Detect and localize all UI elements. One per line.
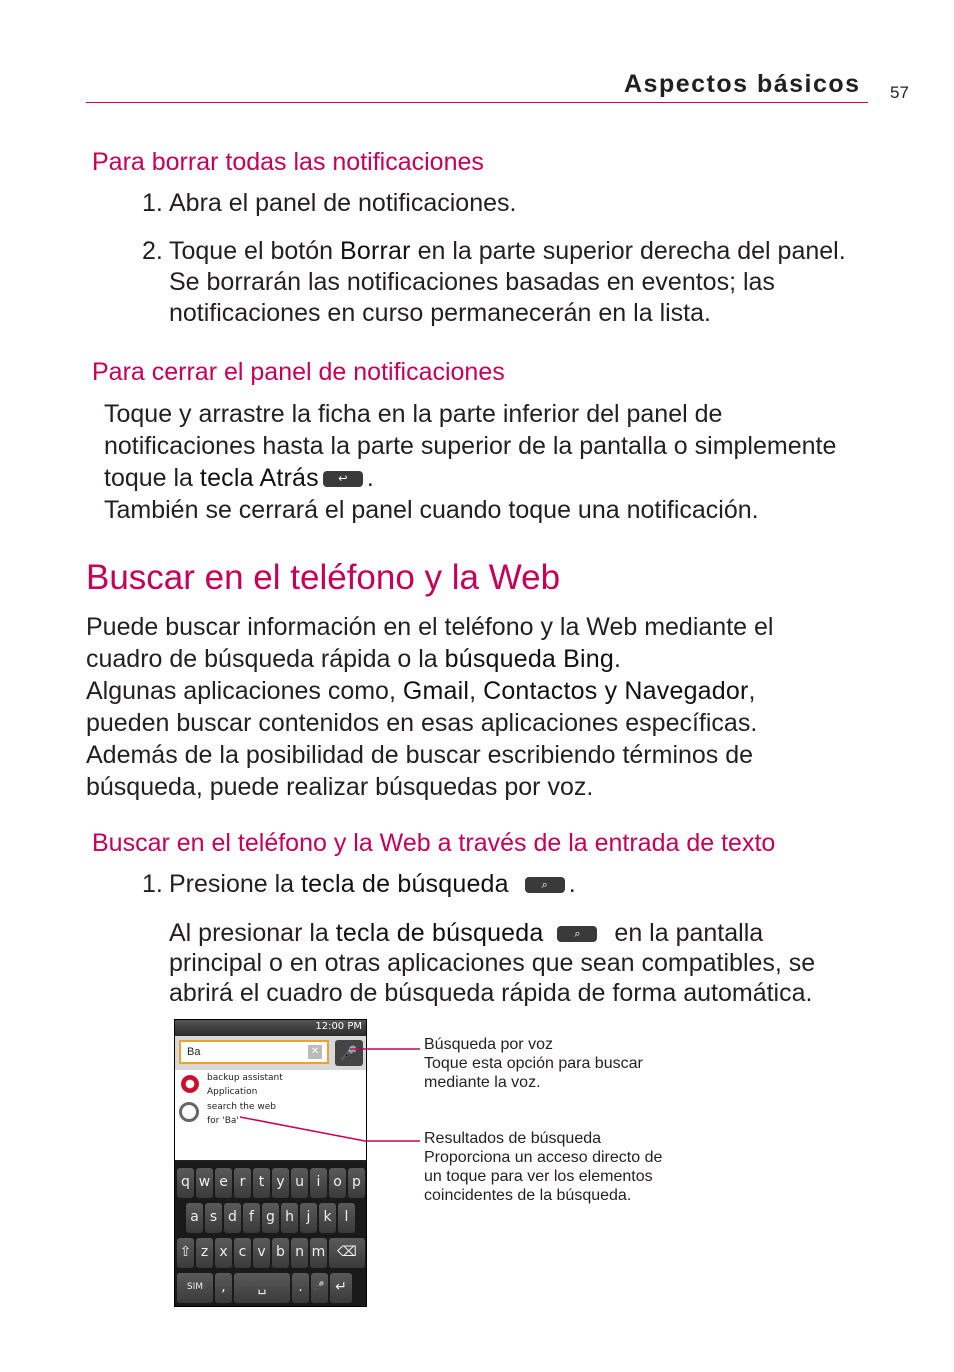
keyword-tecla-busqueda: tecla de búsqueda xyxy=(335,919,544,947)
key[interactable]: z xyxy=(196,1238,213,1268)
key[interactable]: l xyxy=(338,1203,355,1233)
key[interactable]: b xyxy=(272,1238,289,1268)
text-run: notificaciones en curso permanecerán en la lista. xyxy=(169,299,711,327)
result-title[interactable]: backup assistant xyxy=(207,1073,283,1083)
section-title-text-search: Buscar en el teléfono y la Web a través de la entrada de texto xyxy=(92,829,776,857)
callout-title: Resultados de búsqueda xyxy=(424,1130,602,1147)
page-number: 57 xyxy=(890,83,909,102)
text-run: Se borrarán las notificaciones basadas en eventos; las xyxy=(169,268,775,296)
text-run: Además de la posibilidad de buscar escribiendo términos de xyxy=(86,741,754,769)
callout-text: Proporciona un acceso directo de xyxy=(424,1149,663,1166)
key[interactable]: m xyxy=(310,1238,327,1268)
step-1-number: 1. xyxy=(142,870,163,898)
key[interactable]: e xyxy=(215,1168,232,1198)
microphone-icon[interactable]: 🎤 xyxy=(335,1040,363,1066)
period-key[interactable]: . xyxy=(292,1273,309,1303)
key[interactable]: c xyxy=(234,1238,251,1268)
callout-voice-search xyxy=(424,1036,643,1092)
text-run: , xyxy=(469,677,484,705)
text-run: Toque el botón xyxy=(169,237,340,265)
microphone-key-icon[interactable]: 🎤 xyxy=(311,1273,328,1303)
key[interactable]: x xyxy=(215,1238,232,1268)
search-key-icon: ⌕ xyxy=(525,877,565,893)
key[interactable]: q xyxy=(177,1168,194,1198)
text-run: . xyxy=(568,870,576,898)
key[interactable]: d xyxy=(224,1203,241,1233)
key[interactable]: j xyxy=(300,1203,317,1233)
text-run: abrirá el cuadro de búsqueda rápida de forma automática. xyxy=(169,979,813,1007)
result-subtitle: Application xyxy=(207,1087,258,1097)
text-run: pueden buscar contenidos en esas aplicaciones específicas. xyxy=(86,709,758,737)
text-run: Algunas aplicaciones como, xyxy=(86,677,403,705)
text-run: en la parte superior derecha del panel. xyxy=(410,237,846,265)
step-1-text: Abra el panel de notificaciones. xyxy=(169,189,517,217)
key[interactable]: h xyxy=(281,1203,298,1233)
callout-text: mediante la voz. xyxy=(424,1074,541,1091)
callout-search-results xyxy=(424,1130,662,1205)
key[interactable]: w xyxy=(196,1168,213,1198)
section-title-close-panel: Para cerrar el panel de notificaciones xyxy=(92,358,505,386)
callout-line-results-diagonal xyxy=(240,1117,365,1141)
key[interactable]: r xyxy=(234,1168,251,1198)
keyword-busqueda-bing: búsqueda Bing xyxy=(444,645,615,673)
key[interactable]: i xyxy=(310,1168,327,1198)
text-run: . xyxy=(614,645,621,673)
keyword-tecla-atras: tecla Atrás xyxy=(199,464,319,492)
shift-key[interactable]: ⇧ xyxy=(177,1238,194,1268)
key[interactable]: f xyxy=(243,1203,260,1233)
page-title: Buscar en el teléfono y la Web xyxy=(86,558,561,597)
keyword-borrar: Borrar xyxy=(339,237,411,265)
text-run: . xyxy=(366,464,374,492)
enter-key[interactable]: ↵ xyxy=(330,1273,352,1303)
step-number: 1. xyxy=(142,189,163,217)
key[interactable]: s xyxy=(205,1203,222,1233)
key[interactable]: n xyxy=(291,1238,308,1268)
key[interactable]: o xyxy=(329,1168,346,1198)
key[interactable]: k xyxy=(319,1203,336,1233)
key[interactable]: t xyxy=(253,1168,270,1198)
callout-text: Toque esta opción para buscar xyxy=(424,1055,643,1072)
search-input[interactable]: Ba xyxy=(179,1040,329,1064)
result-title[interactable]: search the web xyxy=(207,1102,276,1112)
key[interactable]: y xyxy=(272,1168,289,1198)
status-time: 12:00 PM xyxy=(315,1021,362,1032)
key[interactable]: u xyxy=(291,1168,308,1198)
result-subtitle: for 'Ba' xyxy=(207,1116,239,1126)
text-run: Presione la xyxy=(169,870,302,898)
key[interactable]: a xyxy=(186,1203,203,1233)
callout-title: Búsqueda por voz xyxy=(424,1036,553,1053)
callout-text: un toque para ver los elementos xyxy=(424,1168,653,1185)
key[interactable]: g xyxy=(262,1203,279,1233)
search-key-icon: ⌕ xyxy=(557,926,597,942)
section-title-clear-notifications: Para borrar todas las notificaciones xyxy=(92,148,484,176)
callout-text: coincidentes de la búsqueda. xyxy=(424,1187,632,1204)
text-run: cuadro de búsqueda rápida o la xyxy=(86,645,445,673)
text-run: Toque y arrastre la ficha en la parte inferior del panel de xyxy=(104,400,723,428)
text-run: toque la xyxy=(104,464,200,492)
back-key-icon: ↩ xyxy=(323,471,363,487)
text-run: notificaciones hasta la parte superior de la pantalla o simplemente xyxy=(104,432,837,460)
clear-icon[interactable]: ✕ xyxy=(308,1045,322,1059)
key[interactable]: v xyxy=(253,1238,270,1268)
delete-key[interactable]: ⌫ xyxy=(329,1238,365,1268)
text-run: Puede buscar información en el teléfono y la Web mediante el xyxy=(86,613,774,641)
text-run: en la pantalla xyxy=(607,919,764,947)
running-header: Aspectos básicos xyxy=(624,70,861,98)
text-run: Al presionar la xyxy=(169,919,336,947)
comma-key[interactable]: , xyxy=(215,1273,232,1303)
text-run: principal o en otras aplicaciones que sean compatibles, se xyxy=(169,949,816,977)
key[interactable]: p xyxy=(348,1168,365,1198)
keyword-contactos-navegador: Contactos y Navegador xyxy=(483,677,749,705)
text-run: búsqueda, puede realizar búsquedas por voz. xyxy=(86,773,594,801)
text-run: También se cerrará el panel cuando toque una notificación. xyxy=(104,496,759,524)
step-2-number: 2. xyxy=(142,237,163,265)
sim-key[interactable]: SIM xyxy=(177,1273,213,1303)
keyword-tecla-busqueda: tecla de búsqueda xyxy=(301,870,509,898)
text-run: , xyxy=(748,677,756,705)
keyword-gmail: Gmail xyxy=(402,677,470,705)
space-key[interactable]: ␣ xyxy=(234,1273,290,1303)
